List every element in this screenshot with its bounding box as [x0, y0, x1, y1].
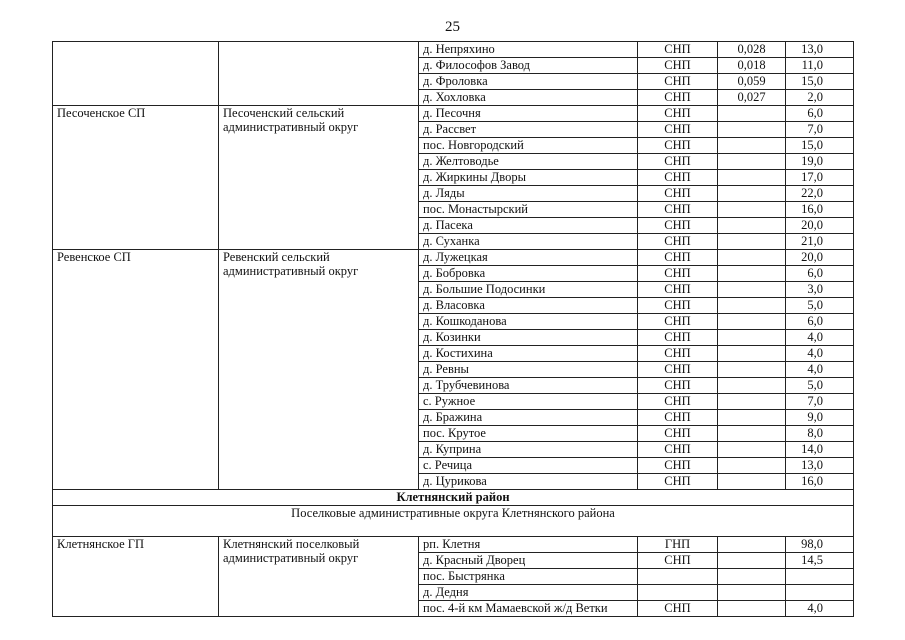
area-cell [718, 553, 786, 569]
area-cell [718, 362, 786, 378]
distance-cell: 16,0 [786, 202, 854, 218]
distance-cell: 14,5 [786, 553, 854, 569]
settlement-name-cell: д. Лужецкая [419, 250, 638, 266]
distance-cell: 21,0 [786, 234, 854, 250]
settlement-type-cell: СНП [638, 58, 718, 74]
settlement-name-cell: д. Пасека [419, 218, 638, 234]
settlement-type-cell: СНП [638, 410, 718, 426]
distance-cell: 5,0 [786, 378, 854, 394]
settlement-name-cell: д. Жиркины Дворы [419, 170, 638, 186]
area-cell [718, 585, 786, 601]
distance-cell: 22,0 [786, 186, 854, 202]
settlement-name-cell: д. Красный Дворец [419, 553, 638, 569]
settlement-type-cell [638, 569, 718, 585]
distance-cell: 13,0 [786, 458, 854, 474]
settlement-name-cell: д. Дедня [419, 585, 638, 601]
area-cell [718, 458, 786, 474]
area-cell [718, 569, 786, 585]
area-cell [718, 474, 786, 490]
distance-cell: 4,0 [786, 362, 854, 378]
settlement-type-cell: СНП [638, 90, 718, 106]
distance-cell: 4,0 [786, 346, 854, 362]
distance-cell: 2,0 [786, 90, 854, 106]
area-cell [718, 394, 786, 410]
area-cell [718, 442, 786, 458]
settlement-type-cell: ГНП [638, 537, 718, 553]
settlement-type-cell: СНП [638, 138, 718, 154]
table-row [53, 42, 854, 58]
distance-cell: 14,0 [786, 442, 854, 458]
area-cell [718, 218, 786, 234]
area-cell [718, 266, 786, 282]
distance-cell: 98,0 [786, 537, 854, 553]
settlement-name-cell: д. Желтоводье [419, 154, 638, 170]
area-cell [718, 601, 786, 617]
okrug-cell: Песоченский сельский административный округ [219, 106, 419, 250]
table-row [53, 250, 854, 266]
area-cell [718, 537, 786, 553]
settlement-type-cell: СНП [638, 426, 718, 442]
settlement-name-cell: д. Костихина [419, 346, 638, 362]
settlement-name-cell: д. Рассвет [419, 122, 638, 138]
district-subtitle: Поселковые административные округа Клетнянского района [53, 506, 854, 537]
settlement-name-cell: д. Ревны [419, 362, 638, 378]
settlement-type-cell: СНП [638, 394, 718, 410]
distance-cell: 4,0 [786, 330, 854, 346]
settlement-type-cell: СНП [638, 346, 718, 362]
settlement-type-cell: СНП [638, 218, 718, 234]
area-cell [718, 154, 786, 170]
distance-cell: 13,0 [786, 42, 854, 58]
distance-cell [786, 569, 854, 585]
area-cell: 0,027 [718, 90, 786, 106]
settlement-name-cell: д. Непряхино [419, 42, 638, 58]
settlement-name-cell: д. Цурикова [419, 474, 638, 490]
area-cell [718, 298, 786, 314]
municipality-cell [53, 42, 219, 106]
settlement-type-cell [638, 585, 718, 601]
table-row [53, 106, 854, 122]
area-cell: 0,018 [718, 58, 786, 74]
settlement-name-cell: пос. Монастырский [419, 202, 638, 218]
okrug-cell: Клетнянский поселковый административный округ [219, 537, 419, 617]
distance-cell: 7,0 [786, 122, 854, 138]
area-cell [718, 314, 786, 330]
settlement-type-cell: СНП [638, 202, 718, 218]
settlement-type-cell: СНП [638, 298, 718, 314]
settlement-name-cell: д. Кошкоданова [419, 314, 638, 330]
distance-cell: 4,0 [786, 601, 854, 617]
okrug-cell [219, 42, 419, 106]
area-cell [718, 378, 786, 394]
distance-cell: 17,0 [786, 170, 854, 186]
distance-cell: 6,0 [786, 266, 854, 282]
area-cell: 0,059 [718, 74, 786, 90]
okrug-cell: Ревенский сельский административный округ [219, 250, 419, 490]
distance-cell: 11,0 [786, 58, 854, 74]
settlement-name-cell: д. Философов Завод [419, 58, 638, 74]
settlement-name-cell: д. Песочня [419, 106, 638, 122]
settlement-name-cell: д. Куприна [419, 442, 638, 458]
municipality-cell: Клетнянское ГП [53, 537, 219, 617]
distance-cell: 15,0 [786, 138, 854, 154]
municipality-cell: Песоченское СП [53, 106, 219, 250]
settlement-type-cell: СНП [638, 186, 718, 202]
settlement-type-cell: СНП [638, 378, 718, 394]
settlement-type-cell: СНП [638, 553, 718, 569]
table-row [53, 537, 854, 553]
settlement-name-cell: рп. Клетня [419, 537, 638, 553]
settlement-type-cell: СНП [638, 106, 718, 122]
settlement-name-cell: д. Фроловка [419, 74, 638, 90]
distance-cell: 20,0 [786, 250, 854, 266]
area-cell: 0,028 [718, 42, 786, 58]
area-cell [718, 138, 786, 154]
page-number: 25 [445, 19, 460, 35]
distance-cell [786, 585, 854, 601]
area-cell [718, 346, 786, 362]
settlement-type-cell: СНП [638, 234, 718, 250]
settlement-type-cell: СНП [638, 601, 718, 617]
area-cell [718, 250, 786, 266]
settlement-name-cell: с. Ружное [419, 394, 638, 410]
area-cell [718, 106, 786, 122]
settlement-name-cell: д. Ляды [419, 186, 638, 202]
distance-cell: 16,0 [786, 474, 854, 490]
district-title: Клетнянский район [53, 490, 854, 506]
distance-cell: 20,0 [786, 218, 854, 234]
area-cell [718, 234, 786, 250]
settlement-name-cell: пос. Быстрянка [419, 569, 638, 585]
area-cell [718, 282, 786, 298]
settlements-table [52, 41, 854, 617]
distance-cell: 5,0 [786, 298, 854, 314]
settlement-name-cell: д. Бобровка [419, 266, 638, 282]
settlement-type-cell: СНП [638, 474, 718, 490]
distance-cell: 7,0 [786, 394, 854, 410]
area-cell [718, 410, 786, 426]
settlement-type-cell: СНП [638, 170, 718, 186]
settlement-type-cell: СНП [638, 362, 718, 378]
settlement-type-cell: СНП [638, 330, 718, 346]
settlement-name-cell: пос. Крутое [419, 426, 638, 442]
settlement-name-cell: д. Бражина [419, 410, 638, 426]
distance-cell: 9,0 [786, 410, 854, 426]
distance-cell: 6,0 [786, 106, 854, 122]
settlement-type-cell: СНП [638, 74, 718, 90]
distance-cell: 15,0 [786, 74, 854, 90]
settlement-type-cell: СНП [638, 250, 718, 266]
settlement-type-cell: СНП [638, 266, 718, 282]
settlement-name-cell: д. Хохловка [419, 90, 638, 106]
area-cell [718, 426, 786, 442]
distance-cell: 6,0 [786, 314, 854, 330]
area-cell [718, 330, 786, 346]
area-cell [718, 186, 786, 202]
settlement-name-cell: д. Козинки [419, 330, 638, 346]
settlement-type-cell: СНП [638, 42, 718, 58]
settlement-name-cell: д. Трубчевинова [419, 378, 638, 394]
settlement-type-cell: СНП [638, 282, 718, 298]
district-subtitle-row [53, 506, 854, 537]
settlement-type-cell: СНП [638, 458, 718, 474]
area-cell [718, 170, 786, 186]
settlement-name-cell: д. Суханка [419, 234, 638, 250]
distance-cell: 19,0 [786, 154, 854, 170]
settlement-name-cell: д. Власовка [419, 298, 638, 314]
settlement-type-cell: СНП [638, 122, 718, 138]
district-row [53, 490, 854, 506]
settlement-type-cell: СНП [638, 442, 718, 458]
settlement-name-cell: пос. Новгородский [419, 138, 638, 154]
distance-cell: 8,0 [786, 426, 854, 442]
settlement-name-cell: с. Речица [419, 458, 638, 474]
settlement-name-cell: д. Большие Подосинки [419, 282, 638, 298]
area-cell [718, 122, 786, 138]
municipality-cell: Ревенское СП [53, 250, 219, 490]
settlement-type-cell: СНП [638, 314, 718, 330]
settlement-name-cell: пос. 4-й км Мамаевской ж/д Ветки [419, 601, 638, 617]
settlement-type-cell: СНП [638, 154, 718, 170]
area-cell [718, 202, 786, 218]
distance-cell: 3,0 [786, 282, 854, 298]
